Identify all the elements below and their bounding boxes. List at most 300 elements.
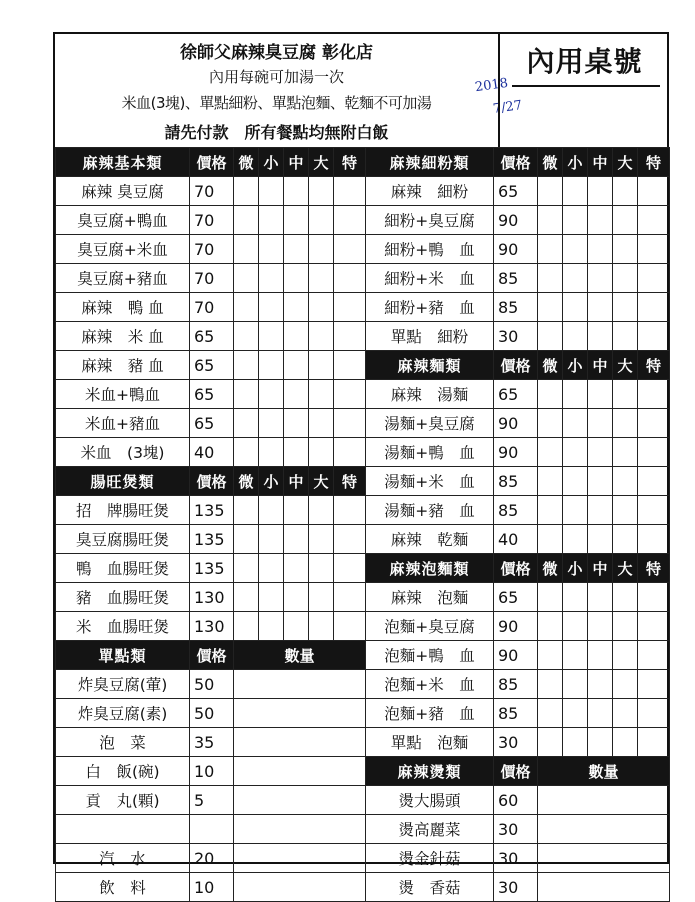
menu-item-price: 135 [190, 525, 234, 554]
size-checkbox-cell[interactable] [309, 293, 334, 322]
size-checkbox-cell[interactable] [613, 293, 638, 322]
menu-item-row [56, 728, 366, 757]
menu-item-price: 90 [494, 235, 538, 264]
size-checkbox-cell[interactable] [259, 264, 284, 293]
quantity-cell[interactable] [234, 670, 366, 699]
size-checkbox-cell[interactable] [234, 293, 259, 322]
quantity-cell[interactable] [234, 786, 366, 815]
menu-item-row [366, 583, 670, 612]
menu-item-price: 65 [190, 351, 234, 380]
size-checkbox-cell[interactable] [234, 409, 259, 438]
size-checkbox-cell[interactable] [588, 699, 613, 728]
size-checkbox-cell[interactable] [613, 612, 638, 641]
size-checkbox-cell[interactable] [234, 612, 259, 641]
section-header [56, 641, 366, 670]
menu-item-row [56, 264, 366, 293]
size-checkbox-cell[interactable] [563, 206, 588, 235]
menu-item-name: 單點 泡麵 [366, 728, 494, 757]
menu-item-row [56, 177, 366, 206]
size-checkbox-cell[interactable] [588, 525, 613, 554]
menu-item-name: 細粉+米 血 [366, 264, 494, 293]
menu-item-name: 臭豆腐+米血 [56, 235, 190, 264]
column-header-size: 小 [563, 554, 588, 583]
menu-item-price: 70 [190, 293, 234, 322]
menu-item-name: 米血+鴨血 [56, 380, 190, 409]
column-header-size: 小 [259, 148, 284, 177]
table-number-box[interactable] [498, 34, 669, 147]
menu-item-row [56, 235, 366, 264]
menu-item-price: 65 [494, 380, 538, 409]
size-checkbox-cell[interactable] [588, 264, 613, 293]
size-checkbox-cell[interactable] [309, 438, 334, 467]
menu-item-row [56, 873, 366, 902]
size-checkbox-cell[interactable] [563, 438, 588, 467]
size-checkbox-cell[interactable] [334, 612, 366, 641]
size-checkbox-cell[interactable] [284, 264, 309, 293]
menu-item-row [56, 322, 366, 351]
menu-item-row [56, 583, 366, 612]
size-checkbox-cell[interactable] [538, 206, 563, 235]
menu-item-name: 臭豆腐+豬血 [56, 264, 190, 293]
quantity-cell[interactable] [234, 728, 366, 757]
column-header-price: 價格 [494, 148, 538, 177]
menu-item-price: 90 [494, 409, 538, 438]
menu-item-row [366, 641, 670, 670]
size-checkbox-cell[interactable] [538, 409, 563, 438]
size-checkbox-cell[interactable] [613, 380, 638, 409]
size-checkbox-cell[interactable] [234, 351, 259, 380]
menu-item-price: 70 [190, 235, 234, 264]
menu-item-row [366, 438, 670, 467]
size-checkbox-cell[interactable] [638, 583, 670, 612]
menu-item-name: 湯麵+臭豆腐 [366, 409, 494, 438]
menu-item-name: 細粉+鴨 血 [366, 235, 494, 264]
menu-item-name: 麻辣 細粉 [366, 177, 494, 206]
size-checkbox-cell[interactable] [259, 235, 284, 264]
size-checkbox-cell[interactable] [638, 409, 670, 438]
size-checkbox-cell[interactable] [588, 235, 613, 264]
menu-item-price: 40 [494, 525, 538, 554]
column-header-size: 大 [613, 554, 638, 583]
menu-item-name: 米血+豬血 [56, 409, 190, 438]
size-checkbox-cell[interactable] [309, 206, 334, 235]
menu-item-row [366, 467, 670, 496]
size-checkbox-cell[interactable] [588, 177, 613, 206]
size-checkbox-cell[interactable] [613, 177, 638, 206]
size-checkbox-cell[interactable] [538, 670, 563, 699]
size-checkbox-cell[interactable] [284, 496, 309, 525]
size-checkbox-cell[interactable] [588, 612, 613, 641]
size-checkbox-cell[interactable] [588, 670, 613, 699]
column-header-size: 特 [334, 467, 366, 496]
size-checkbox-cell[interactable] [588, 641, 613, 670]
quantity-cell[interactable] [538, 844, 670, 873]
size-checkbox-cell[interactable] [309, 525, 334, 554]
menu-item-name: 泡麵+豬 血 [366, 699, 494, 728]
size-checkbox-cell[interactable] [309, 322, 334, 351]
size-checkbox-cell[interactable] [588, 438, 613, 467]
menu-item-price: 30 [494, 873, 538, 902]
size-checkbox-cell[interactable] [613, 235, 638, 264]
size-checkbox-cell[interactable] [234, 583, 259, 612]
menu-item-row [366, 264, 670, 293]
size-checkbox-cell[interactable] [563, 612, 588, 641]
menu-item-price: 50 [190, 670, 234, 699]
menu-item-price: 30 [494, 728, 538, 757]
size-checkbox-cell[interactable] [334, 438, 366, 467]
menu-item-row [56, 815, 366, 844]
menu-item-row [366, 206, 670, 235]
column-header-size: 大 [309, 148, 334, 177]
section-header [366, 148, 670, 177]
size-checkbox-cell[interactable] [259, 177, 284, 206]
menu-item-row [56, 351, 366, 380]
size-checkbox-cell[interactable] [588, 206, 613, 235]
size-checkbox-cell[interactable] [309, 554, 334, 583]
menu-item-row [366, 293, 670, 322]
size-checkbox-cell[interactable] [334, 409, 366, 438]
size-checkbox-cell[interactable] [613, 728, 638, 757]
column-header-size: 微 [538, 351, 563, 380]
size-checkbox-cell[interactable] [538, 264, 563, 293]
menu-item-name: 泡麵+臭豆腐 [366, 612, 494, 641]
quantity-cell[interactable] [234, 873, 366, 902]
section-title: 麻辣基本類 [56, 148, 190, 177]
size-checkbox-cell[interactable] [638, 235, 670, 264]
column-header-quantity: 數量 [234, 641, 366, 670]
size-checkbox-cell[interactable] [309, 583, 334, 612]
soup-refill-note: 內用每碗可加湯一次 [208, 68, 344, 86]
table-number-divider [512, 85, 660, 87]
size-checkbox-cell[interactable] [538, 438, 563, 467]
size-checkbox-cell[interactable] [284, 409, 309, 438]
menu-item-name: 燙高麗菜 [366, 815, 494, 844]
size-checkbox-cell[interactable] [234, 177, 259, 206]
size-checkbox-cell[interactable] [259, 496, 284, 525]
menu-item-row [366, 815, 670, 844]
menu-item-price: 40 [190, 438, 234, 467]
menu-item-row [56, 438, 366, 467]
size-checkbox-cell[interactable] [563, 670, 588, 699]
quantity-cell[interactable] [234, 844, 366, 873]
menu-item-name: 炸臭豆腐(葷) [56, 670, 190, 699]
menu-item-name: 燙金針菇 [366, 844, 494, 873]
section-header [366, 554, 670, 583]
size-checkbox-cell[interactable] [234, 380, 259, 409]
quantity-cell[interactable] [538, 873, 670, 902]
menu-item-name: 湯麵+豬 血 [366, 496, 494, 525]
column-header-size: 中 [284, 148, 309, 177]
quantity-cell[interactable] [234, 757, 366, 786]
size-checkbox-cell[interactable] [638, 177, 670, 206]
menu-item-price: 135 [190, 496, 234, 525]
size-checkbox-cell[interactable] [538, 728, 563, 757]
column-header-size: 微 [234, 467, 259, 496]
menu-item-price: 130 [190, 583, 234, 612]
menu-item-row [56, 409, 366, 438]
section-header [366, 351, 670, 380]
section-header [366, 757, 670, 786]
size-checkbox-cell[interactable] [613, 699, 638, 728]
menu-item-name: 細粉+臭豆腐 [366, 206, 494, 235]
size-checkbox-cell[interactable] [309, 409, 334, 438]
size-checkbox-cell[interactable] [284, 438, 309, 467]
menu-item-name: 豬 血腸旺煲 [56, 583, 190, 612]
menu-item-name: 米血 (3塊) [56, 438, 190, 467]
menu-item-name: 麻辣 米 血 [56, 322, 190, 351]
menu-item-price: 90 [494, 641, 538, 670]
column-header-size: 微 [234, 148, 259, 177]
size-checkbox-cell[interactable] [334, 264, 366, 293]
size-checkbox-cell[interactable] [309, 380, 334, 409]
size-checkbox-cell[interactable] [613, 525, 638, 554]
size-checkbox-cell[interactable] [588, 583, 613, 612]
size-checkbox-cell[interactable] [309, 264, 334, 293]
size-checkbox-cell[interactable] [284, 293, 309, 322]
size-checkbox-cell[interactable] [563, 264, 588, 293]
size-checkbox-cell[interactable] [284, 583, 309, 612]
size-checkbox-cell[interactable] [538, 525, 563, 554]
menu-item-name: 招 牌腸旺煲 [56, 496, 190, 525]
menu-item-row [56, 670, 366, 699]
column-header-size: 特 [638, 148, 670, 177]
menu-item-row [366, 496, 670, 525]
menu-item-name: 燙大腸頭 [366, 786, 494, 815]
size-checkbox-cell[interactable] [563, 496, 588, 525]
size-checkbox-cell[interactable] [334, 496, 366, 525]
size-checkbox-cell[interactable] [638, 467, 670, 496]
size-checkbox-cell[interactable] [588, 728, 613, 757]
size-checkbox-cell[interactable] [259, 380, 284, 409]
size-checkbox-cell[interactable] [259, 438, 284, 467]
menu-item-price: 70 [190, 206, 234, 235]
column-header-size: 中 [588, 351, 613, 380]
size-checkbox-cell[interactable] [538, 293, 563, 322]
menu-item-name: 白 飯(碗) [56, 757, 190, 786]
menu-item-name: 細粉+豬 血 [366, 293, 494, 322]
size-checkbox-cell[interactable] [284, 351, 309, 380]
size-checkbox-cell[interactable] [588, 322, 613, 351]
size-checkbox-cell[interactable] [284, 554, 309, 583]
size-checkbox-cell[interactable] [638, 206, 670, 235]
size-checkbox-cell[interactable] [588, 467, 613, 496]
size-checkbox-cell[interactable] [638, 380, 670, 409]
menu-item-price: 90 [494, 612, 538, 641]
size-checkbox-cell[interactable] [638, 496, 670, 525]
size-checkbox-cell[interactable] [538, 641, 563, 670]
size-checkbox-cell[interactable] [563, 177, 588, 206]
menu-item-name: 燙 香菇 [366, 873, 494, 902]
menu-item-name: 麻辣 泡麵 [366, 583, 494, 612]
menu-item-row [56, 525, 366, 554]
menu-item-row [56, 293, 366, 322]
size-checkbox-cell[interactable] [334, 380, 366, 409]
menu-item-name: 貢 丸(顆) [56, 786, 190, 815]
menu-item-name: 飲 料 [56, 873, 190, 902]
size-checkbox-cell[interactable] [309, 351, 334, 380]
size-checkbox-cell[interactable] [613, 496, 638, 525]
menu-item-row [56, 757, 366, 786]
size-checkbox-cell[interactable] [638, 612, 670, 641]
size-checkbox-cell[interactable] [588, 380, 613, 409]
size-checkbox-cell[interactable] [334, 177, 366, 206]
menu-item-row [366, 409, 670, 438]
size-checkbox-cell[interactable] [309, 177, 334, 206]
size-checkbox-cell[interactable] [259, 409, 284, 438]
menu-item-row [366, 177, 670, 206]
size-checkbox-cell[interactable] [538, 380, 563, 409]
size-checkbox-cell[interactable] [588, 409, 613, 438]
size-checkbox-cell[interactable] [613, 409, 638, 438]
size-checkbox-cell[interactable] [563, 641, 588, 670]
size-checkbox-cell[interactable] [284, 177, 309, 206]
size-checkbox-cell[interactable] [613, 583, 638, 612]
size-checkbox-cell[interactable] [234, 438, 259, 467]
size-checkbox-cell[interactable] [638, 728, 670, 757]
column-header-price: 價格 [190, 467, 234, 496]
size-checkbox-cell[interactable] [563, 525, 588, 554]
menu-item-price: 30 [494, 322, 538, 351]
menu-item-name: 汽 水 [56, 844, 190, 873]
order-sheet-header [55, 34, 498, 147]
size-checkbox-cell[interactable] [334, 583, 366, 612]
section-title: 麻辣麵類 [366, 351, 494, 380]
size-checkbox-cell[interactable] [638, 670, 670, 699]
menu-item-row [56, 554, 366, 583]
size-checkbox-cell[interactable] [613, 438, 638, 467]
size-checkbox-cell[interactable] [234, 525, 259, 554]
size-checkbox-cell[interactable] [259, 583, 284, 612]
column-header-price: 價格 [494, 351, 538, 380]
size-checkbox-cell[interactable] [563, 583, 588, 612]
size-checkbox-cell[interactable] [284, 612, 309, 641]
size-checkbox-cell[interactable] [284, 235, 309, 264]
size-checkbox-cell[interactable] [284, 206, 309, 235]
size-checkbox-cell[interactable] [538, 177, 563, 206]
size-checkbox-cell[interactable] [563, 235, 588, 264]
size-checkbox-cell[interactable] [334, 351, 366, 380]
size-checkbox-cell[interactable] [259, 554, 284, 583]
column-header-size: 中 [588, 554, 613, 583]
column-header-size: 小 [563, 351, 588, 380]
size-checkbox-cell[interactable] [638, 293, 670, 322]
quantity-cell[interactable] [234, 699, 366, 728]
menu-item-price: 70 [190, 264, 234, 293]
size-checkbox-cell[interactable] [563, 322, 588, 351]
menu-item-name: 單點 細粉 [366, 322, 494, 351]
menu-item-price [190, 815, 234, 844]
size-checkbox-cell[interactable] [259, 293, 284, 322]
size-checkbox-cell[interactable] [638, 322, 670, 351]
size-checkbox-cell[interactable] [309, 496, 334, 525]
size-checkbox-cell[interactable] [613, 264, 638, 293]
menu-item-row [366, 844, 670, 873]
size-checkbox-cell[interactable] [613, 206, 638, 235]
size-checkbox-cell[interactable] [563, 467, 588, 496]
payment-note: 請先付款 所有餐點均無附白飯 [164, 123, 389, 142]
size-checkbox-cell[interactable] [309, 612, 334, 641]
size-checkbox-cell[interactable] [259, 351, 284, 380]
size-checkbox-cell[interactable] [538, 699, 563, 728]
size-checkbox-cell[interactable] [334, 206, 366, 235]
size-checkbox-cell[interactable] [334, 525, 366, 554]
menu-item-name: 湯麵+鴨 血 [366, 438, 494, 467]
size-checkbox-cell[interactable] [284, 322, 309, 351]
size-checkbox-cell[interactable] [234, 496, 259, 525]
menu-item-price: 60 [494, 786, 538, 815]
size-checkbox-cell[interactable] [259, 322, 284, 351]
size-checkbox-cell[interactable] [334, 554, 366, 583]
quantity-cell[interactable] [234, 815, 366, 844]
size-checkbox-cell[interactable] [638, 438, 670, 467]
menu-item-row [56, 844, 366, 873]
menu-item-price: 10 [190, 873, 234, 902]
menu-item-price: 65 [190, 380, 234, 409]
size-checkbox-cell[interactable] [334, 322, 366, 351]
menu-item-name: 麻辣 豬 血 [56, 351, 190, 380]
left-menu-table [55, 147, 366, 902]
size-checkbox-cell[interactable] [234, 235, 259, 264]
size-checkbox-cell[interactable] [588, 496, 613, 525]
menu-item-name: 麻辣 乾麵 [366, 525, 494, 554]
size-checkbox-cell[interactable] [538, 612, 563, 641]
size-checkbox-cell[interactable] [234, 322, 259, 351]
size-checkbox-cell[interactable] [538, 467, 563, 496]
size-checkbox-cell[interactable] [259, 525, 284, 554]
size-checkbox-cell[interactable] [638, 699, 670, 728]
size-checkbox-cell[interactable] [638, 264, 670, 293]
menu-item-price: 65 [190, 409, 234, 438]
size-checkbox-cell[interactable] [538, 583, 563, 612]
size-checkbox-cell[interactable] [259, 206, 284, 235]
shop-name: 徐師父麻辣臭豆腐 彰化店 [180, 43, 373, 63]
menu-item-price: 5 [190, 786, 234, 815]
size-checkbox-cell[interactable] [563, 293, 588, 322]
size-checkbox-cell[interactable] [234, 264, 259, 293]
size-checkbox-cell[interactable] [563, 380, 588, 409]
size-checkbox-cell[interactable] [563, 728, 588, 757]
size-checkbox-cell[interactable] [234, 554, 259, 583]
menu-item-price: 70 [190, 177, 234, 206]
size-checkbox-cell[interactable] [563, 409, 588, 438]
quantity-cell[interactable] [538, 786, 670, 815]
size-checkbox-cell[interactable] [613, 467, 638, 496]
size-checkbox-cell[interactable] [613, 322, 638, 351]
size-checkbox-cell[interactable] [613, 670, 638, 699]
size-checkbox-cell[interactable] [538, 496, 563, 525]
size-checkbox-cell[interactable] [588, 293, 613, 322]
handwritten-date-day: 7/27 [492, 98, 524, 117]
size-checkbox-cell[interactable] [638, 525, 670, 554]
menu-item-row [366, 380, 670, 409]
size-checkbox-cell[interactable] [563, 699, 588, 728]
column-header-size: 微 [538, 148, 563, 177]
size-checkbox-cell[interactable] [538, 235, 563, 264]
size-checkbox-cell[interactable] [638, 641, 670, 670]
size-checkbox-cell[interactable] [538, 322, 563, 351]
size-checkbox-cell[interactable] [259, 612, 284, 641]
column-header-size: 大 [309, 467, 334, 496]
no-soup-note: 米血(3塊)、單點細粉、單點泡麵、乾麵不可加湯 [121, 94, 432, 112]
size-checkbox-cell[interactable] [284, 380, 309, 409]
size-checkbox-cell[interactable] [284, 525, 309, 554]
size-checkbox-cell[interactable] [334, 235, 366, 264]
size-checkbox-cell[interactable] [334, 293, 366, 322]
size-checkbox-cell[interactable] [309, 235, 334, 264]
quantity-cell[interactable] [538, 815, 670, 844]
size-checkbox-cell[interactable] [234, 206, 259, 235]
size-checkbox-cell[interactable] [613, 641, 638, 670]
